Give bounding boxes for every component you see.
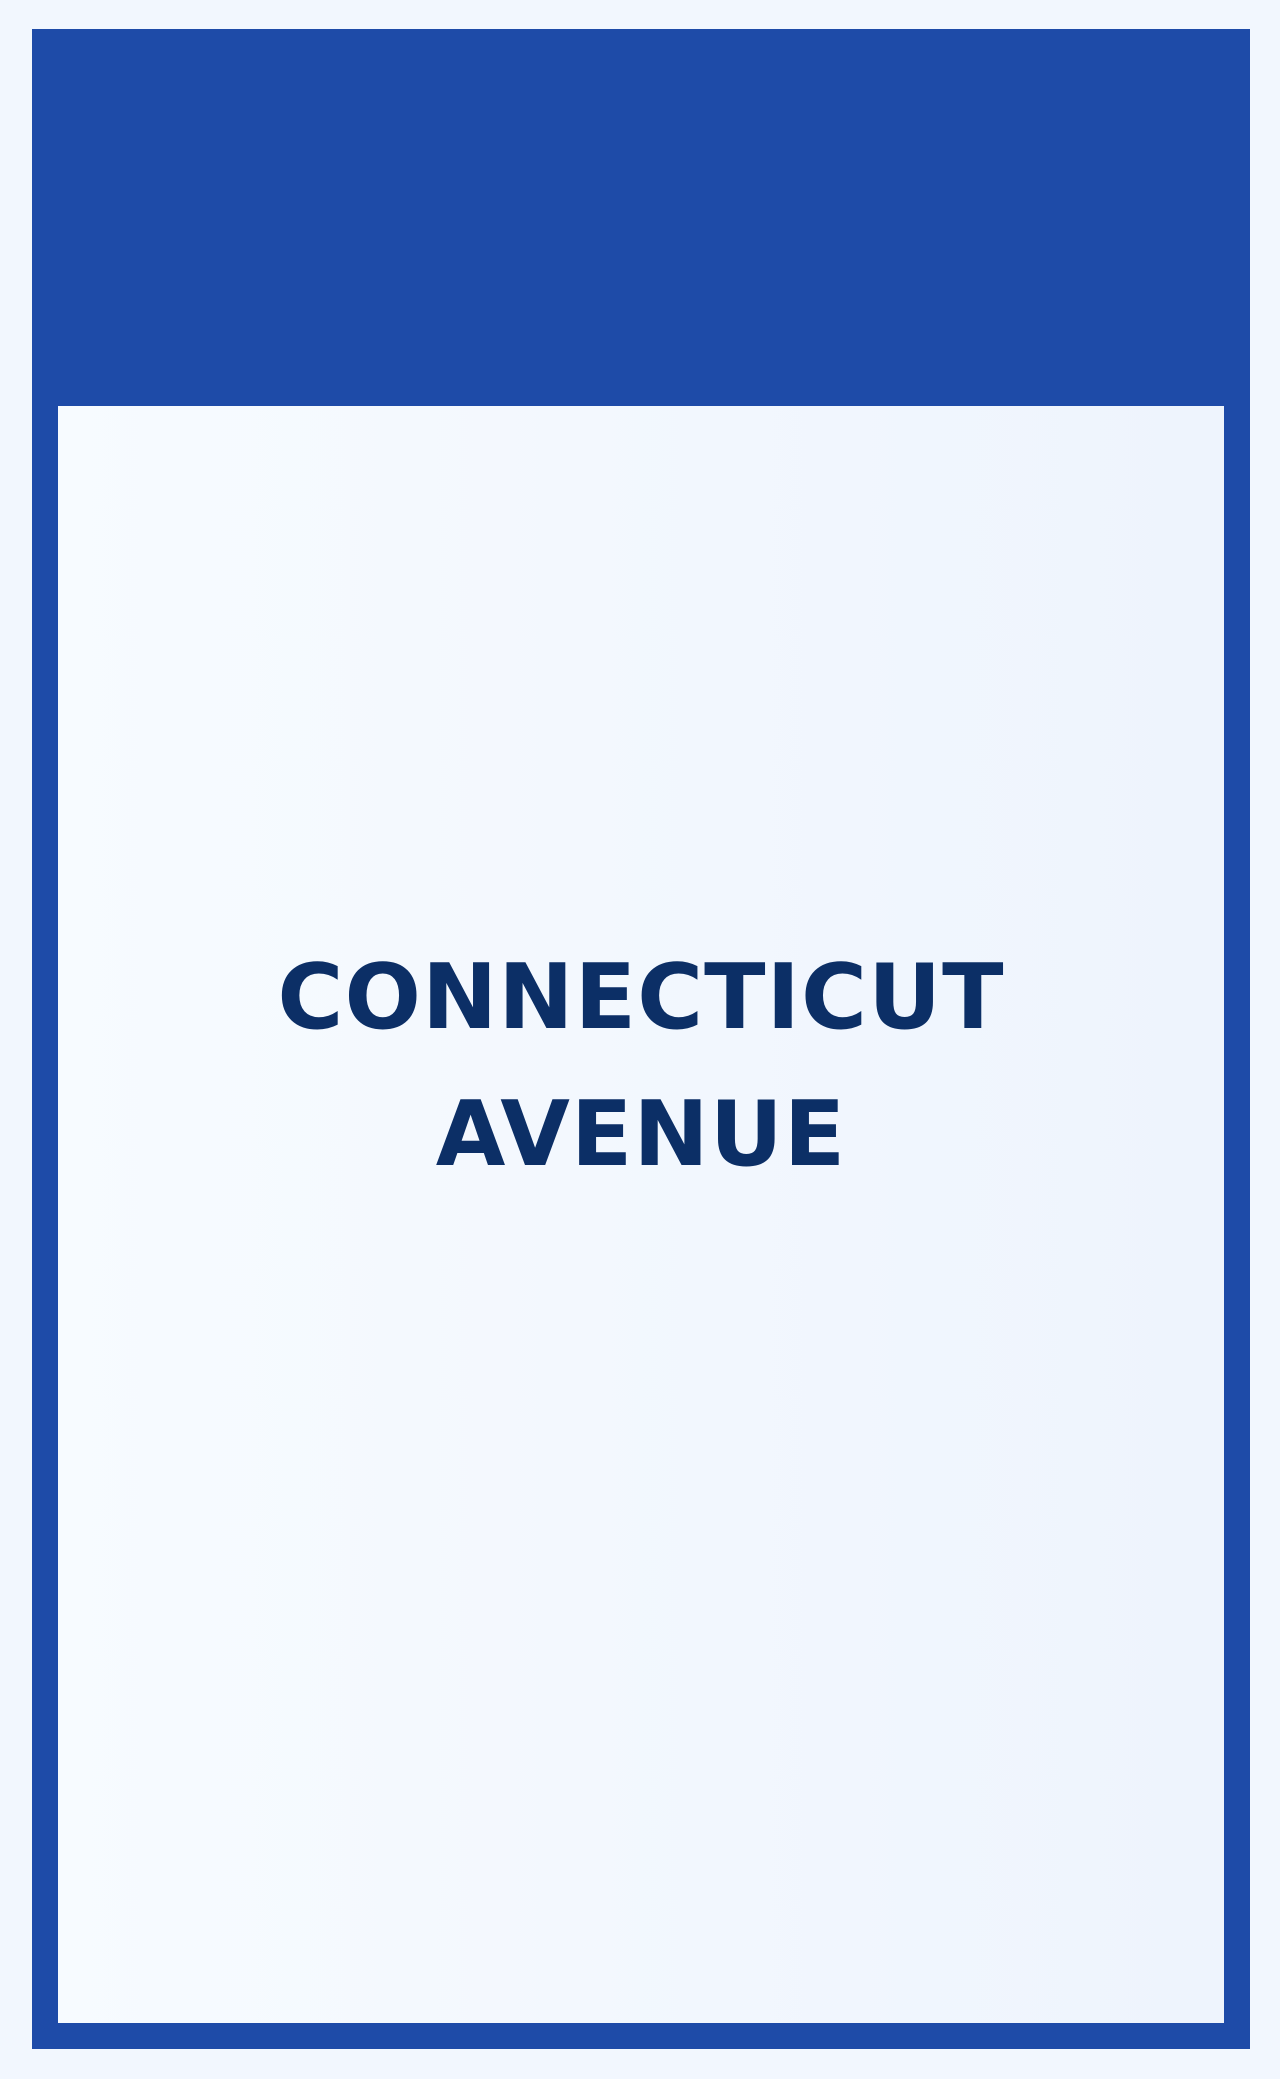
property-name-line-2: AVENUE bbox=[435, 1082, 847, 1187]
property-card[interactable] bbox=[32, 29, 1250, 2049]
property-name bbox=[58, 929, 1224, 1203]
property-card-body bbox=[58, 406, 1224, 2023]
property-name-line-1: CONNECTICUT bbox=[277, 945, 1005, 1050]
property-color-band bbox=[32, 29, 1250, 406]
